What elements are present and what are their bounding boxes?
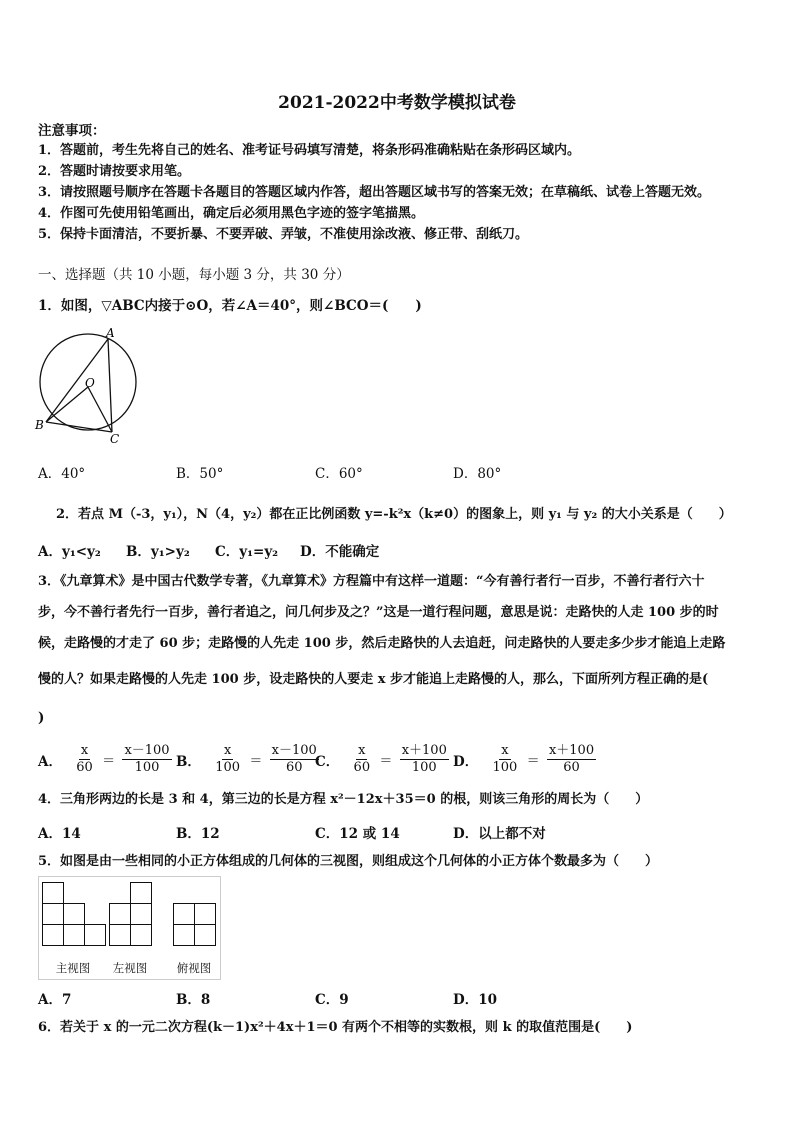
label-c: C (110, 432, 120, 446)
numerator: x＋100 (548, 743, 595, 758)
q5-option-c[interactable]: C．9 (315, 992, 349, 1008)
q4-option-b[interactable]: B．12 (176, 826, 220, 842)
notice-item: 5．保持卡面清洁，不要折暴、不要弄破、弄皱，不准使用涂改液、修正带、刮纸刀。 (38, 227, 529, 242)
label-o: O (85, 376, 95, 390)
question-3-line: 候，走路慢的才走了 60 步；走路慢的人先走 100 步，然后走路快的人去追赶，问走路快的人要走多少步才能追上走路 (38, 636, 726, 651)
q5-option-d[interactable]: D．10 (453, 992, 497, 1008)
fraction (352, 743, 373, 776)
equals-sign: ＝ (102, 754, 116, 769)
q3-option-b[interactable] (176, 743, 319, 776)
numerator: x (358, 743, 366, 758)
segment-ob (46, 387, 88, 422)
view-cell (130, 924, 152, 946)
option-label: A． (38, 753, 62, 770)
option-label: C． (315, 753, 340, 770)
q4-option-c[interactable]: C．12 或 14 (315, 826, 400, 842)
view-cell (109, 903, 131, 925)
view-caption-top: 俯视图 (176, 961, 212, 975)
denominator: 100 (411, 760, 437, 775)
fraction (270, 743, 319, 776)
view-cell (63, 924, 85, 946)
view-cell (42, 924, 64, 946)
label-a: A (106, 326, 115, 340)
view-cell (109, 924, 131, 946)
denominator: 60 (76, 760, 93, 775)
view-cell (194, 903, 216, 925)
notice-item: 2．答题时请按要求用笔。 (38, 164, 191, 179)
view-cell (42, 882, 64, 904)
q2-option-c[interactable]: C．y₁=y₂ (215, 544, 279, 560)
q4-option-a[interactable]: A．14 (38, 826, 81, 842)
denominator: 100 (215, 760, 241, 775)
denominator: 60 (563, 760, 580, 775)
fraction (74, 743, 95, 776)
q5-option-b[interactable]: B．8 (176, 992, 211, 1008)
notice-item: 4．作图可先使用铅笔画出，确定后必须用黑色字迹的签字笔描黑。 (38, 206, 425, 221)
view-cell (194, 924, 216, 946)
notice-item: 3．请按照题号顺序在答题卡各题目的答题区域内作答，超出答题区域书写的答案无效；在草稿纸、试卷上答题无效。 (38, 185, 711, 200)
view-cell (173, 924, 195, 946)
fraction (547, 743, 596, 776)
question-1-text: 1．如图，▽ABC内接于⊙O，若∠A＝40°，则∠BCO＝( ) (38, 298, 422, 314)
q3-option-d[interactable] (453, 743, 596, 776)
view-cell (173, 903, 195, 925)
q1-option-b[interactable]: B．50° (176, 466, 224, 482)
view-cell (84, 924, 106, 946)
question-6-text: 6．若关于 x 的一元二次方程(k－1)x²＋4x＋1＝0 有两个不相等的实数根，则 k 的取值范围是( ) (38, 1020, 633, 1035)
view-cell (130, 882, 152, 904)
option-label: D． (453, 753, 479, 770)
numerator: x (501, 743, 509, 758)
numerator: x＋100 (401, 743, 447, 758)
option-label: B． (176, 753, 201, 770)
segment-bc (46, 422, 112, 432)
fraction (122, 743, 171, 776)
question-4-text: 4．三角形两边的长是 3 和 4，第三边的长是方程 x²－12x＋35＝0 的根，则该三角形的周长为（ ） (38, 792, 649, 807)
denominator: 60 (285, 760, 303, 775)
fraction (491, 743, 520, 776)
question-5-text: 5．如图是由一些相同的小正方体组成的几何体的三视图，则组成这个几何体的小正方体个数最多为（ ） (38, 854, 659, 869)
view-cell (130, 903, 152, 925)
denominator: 100 (492, 760, 518, 775)
numerator: x (80, 743, 89, 758)
denominator: 100 (134, 760, 160, 775)
view-caption-front: 主视图 (55, 961, 91, 975)
question-3-line: ) (38, 710, 45, 726)
fraction (400, 743, 449, 776)
equals-sign: ＝ (249, 754, 263, 769)
q1-option-a[interactable]: A．40° (38, 466, 86, 482)
numerator: x (223, 743, 232, 758)
question-3-line: 3．《九章算术》是中国古代数学专著，《九章算术》方程篇中有这样一道题：“今有善行者行一百步，不善行者行六十 (38, 574, 705, 589)
question-3-line: 慢的人？如果走路慢的人先走 100 步，设走路快的人要走 x 步才能追上走路慢的人，那么，下面所列方程正确的是( (38, 672, 709, 687)
notice-heading: 注意事项： (38, 123, 106, 139)
q3-option-a[interactable] (38, 743, 172, 776)
view-caption-side: 左视图 (112, 961, 148, 975)
segment-ab (46, 339, 108, 422)
q2-option-d[interactable]: D．不能确定 (300, 544, 380, 560)
section-heading: 一、选择题（共 10 小题，每小题 3 分，共 30 分） (38, 267, 350, 283)
equals-sign: ＝ (526, 754, 540, 769)
segment-oc (88, 387, 112, 432)
equals-sign: ＝ (379, 754, 393, 769)
q2-option-a[interactable]: A．y₁<y₂ (38, 544, 101, 560)
label-b: B (35, 418, 44, 432)
fraction (213, 743, 242, 776)
denominator: 60 (353, 760, 371, 775)
numerator: x－100 (124, 743, 170, 758)
view-cell (42, 903, 64, 925)
view-cell (63, 903, 85, 925)
question-2-text: 2．若点 M（-3，y₁），N（4，y₂）都在正比例函数 y=-k²x（k≠0）的图象上，则 y₁ 与 y₂ 的大小关系是（ ） (56, 507, 732, 522)
circle-diagram (30, 325, 150, 450)
q2-option-b[interactable]: B．y₁>y₂ (126, 544, 190, 560)
q5-option-a[interactable]: A．7 (38, 992, 72, 1008)
numerator: x－100 (271, 743, 317, 758)
q1-option-c[interactable]: C．60° (315, 466, 363, 482)
q1-option-d[interactable]: D．80° (453, 466, 502, 482)
question-3-line: 步，今不善行者先行一百步，善行者追之，问几何步及之？”这是一道行程问题，意思是说：走路快的人走 100 步的时 (38, 605, 719, 620)
q3-option-c[interactable] (315, 743, 449, 776)
segment-ac (108, 339, 112, 432)
notice-item: 1．答题前，考生先将自己的姓名、准考证号码填写清楚，将条形码准确粘贴在条形码区域内。 (38, 143, 581, 158)
q4-option-d[interactable]: D．以上都不对 (453, 826, 546, 842)
page-title: 2021-2022中考数学模拟试卷 (278, 93, 516, 113)
